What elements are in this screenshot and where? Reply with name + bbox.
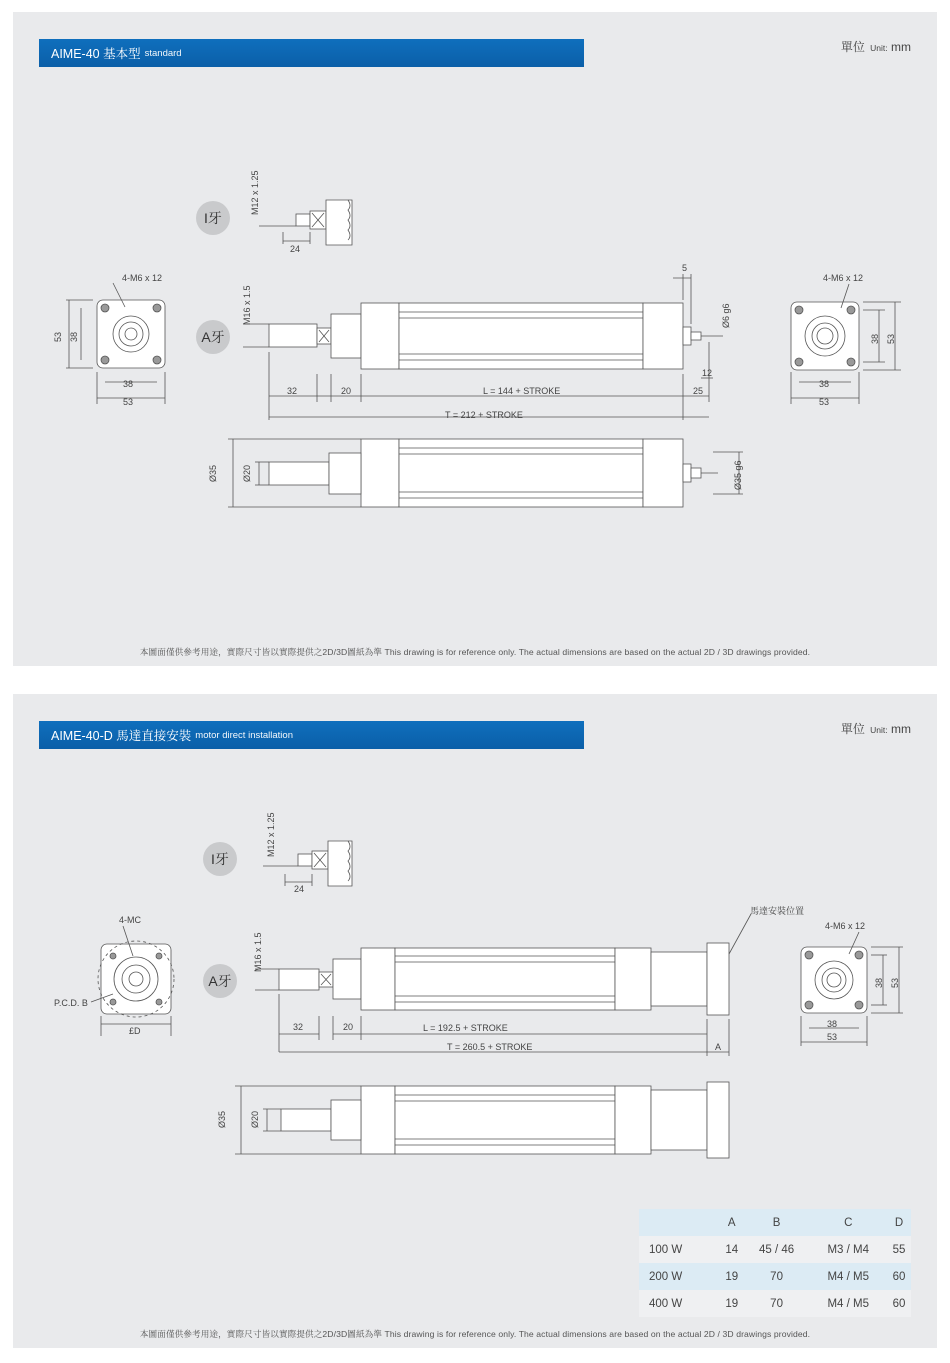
dim-pcd: P.C.D. B — [54, 998, 88, 1008]
table-header-cell: B — [744, 1209, 810, 1236]
table-cell: 70 — [744, 1263, 810, 1290]
footnote: 本圖面僅供參考用途，實際尺寸皆以實際提供之2D/3D圖紙為準 This drawing is for reference only. The actual dimensions are based on the actual 2D / 3D drawings provided. — [139, 647, 811, 657]
dim-mc: 4-MC — [119, 915, 141, 925]
table-row — [639, 1290, 911, 1317]
dim-right-38v: 38 — [870, 333, 880, 344]
dim-phi20: Ø20 — [242, 464, 252, 482]
dim-25: 25 — [693, 386, 704, 396]
section-subtitle: motor direct installation — [195, 729, 293, 741]
dim-motor-position: 馬達安裝位置 — [750, 906, 805, 916]
dim-right-53h: 53 — [819, 397, 830, 407]
dim-phi35: Ø35 — [217, 1110, 227, 1128]
table-header-cell: C — [809, 1209, 887, 1236]
table-cell: 19 — [720, 1263, 744, 1290]
dim-phi35g6: Ø35 g6 — [733, 460, 743, 490]
dim-32: 32 — [293, 1022, 304, 1032]
unit-label: 單位 Unit: mm — [840, 40, 911, 54]
dim-phi20: Ø20 — [250, 1110, 260, 1128]
section-standard — [13, 12, 937, 666]
table-row — [639, 1263, 911, 1290]
a-thread-badge: A牙 — [203, 964, 237, 998]
table-header-cell — [639, 1209, 720, 1236]
table-cell: 200 W — [639, 1263, 720, 1290]
table-cell: 19 — [720, 1290, 744, 1317]
dim-left-38v: 38 — [69, 331, 79, 342]
dim-L: L = 192.5 + STROKE — [423, 1023, 508, 1033]
dim-32: 32 — [287, 386, 298, 396]
section-subtitle: standard — [144, 47, 182, 59]
table-cell: 45 / 46 — [744, 1236, 810, 1263]
dim-left-53v: 53 — [53, 331, 63, 342]
table-cell: 100 W — [639, 1236, 720, 1263]
table-cell: 70 — [744, 1290, 810, 1317]
dim-right-53v: 53 — [890, 977, 900, 988]
dim-T: T = 212 + STROKE — [445, 410, 523, 420]
dim-i-thread: M12 x 1.25 — [250, 170, 260, 215]
dim-L: L = 144 + STROKE — [483, 386, 561, 396]
dim-right-53v: 53 — [886, 333, 896, 344]
dim-20: 20 — [341, 386, 352, 396]
dim-right-38v: 38 — [874, 977, 884, 988]
dim-right-holes: 4-M6 x 12 — [823, 273, 864, 283]
dim-20: 20 — [343, 1022, 354, 1032]
dim-i-length: 24 — [294, 884, 305, 894]
i-thread-badge: I牙 — [196, 201, 230, 235]
dim-i-thread: M12 x 1.25 — [266, 812, 276, 857]
dim-a-thread: M16 x 1.5 — [242, 285, 252, 325]
dim-A: A — [715, 1042, 722, 1052]
dim-right-38h: 38 — [819, 379, 830, 389]
dim-right-holes: 4-M6 x 12 — [825, 921, 866, 931]
dim-5: 5 — [682, 263, 688, 273]
footnote: 本圖面僅供參考用途，實際尺寸皆以實際提供之2D/3D圖紙為準 This drawing is for reference only. The actual dimensions are based on the actual 2D / 3D drawings provided. — [139, 1329, 811, 1339]
table-row — [639, 1236, 911, 1263]
dim-right-53h: 53 — [827, 1032, 838, 1042]
table-cell: 55 — [887, 1236, 911, 1263]
dim-right-38h: 38 — [827, 1019, 838, 1029]
dim-phi6g6: Ø6 g6 — [721, 303, 731, 328]
table-cell: 60 — [887, 1263, 911, 1290]
dim-12: 12 — [702, 368, 713, 378]
dim-sqD: £D — [129, 1026, 141, 1036]
dim-i-length: 24 — [290, 244, 301, 254]
motor-spec-table — [639, 1209, 911, 1317]
table-header-row — [639, 1209, 911, 1236]
technical-drawing-standard — [13, 12, 937, 666]
section-title: AIME-40 基本型 — [51, 47, 141, 61]
table-header-cell: D — [887, 1209, 911, 1236]
a-thread-badge: A牙 — [196, 320, 230, 354]
table-cell: 400 W — [639, 1290, 720, 1317]
section-motor-direct — [13, 694, 937, 1348]
unit-label: 單位 Unit: mm — [840, 722, 911, 736]
dim-left-38h: 38 — [123, 379, 134, 389]
table-header-cell: A — [720, 1209, 744, 1236]
dim-a-thread: M16 x 1.5 — [253, 932, 263, 972]
dim-left-holes: 4-M6 x 12 — [122, 273, 163, 283]
section-title: AIME-40-D 馬達直接安裝 — [51, 729, 192, 743]
table-cell: M4 / M5 — [809, 1290, 887, 1317]
dim-phi35: Ø35 — [208, 464, 218, 482]
table-cell: M3 / M4 — [809, 1236, 887, 1263]
dim-T: T = 260.5 + STROKE — [447, 1042, 533, 1052]
dim-left-53h: 53 — [123, 397, 134, 407]
i-thread-badge: I牙 — [203, 842, 237, 876]
table-cell: M4 / M5 — [809, 1263, 887, 1290]
table-cell: 60 — [887, 1290, 911, 1317]
table-cell: 14 — [720, 1236, 744, 1263]
